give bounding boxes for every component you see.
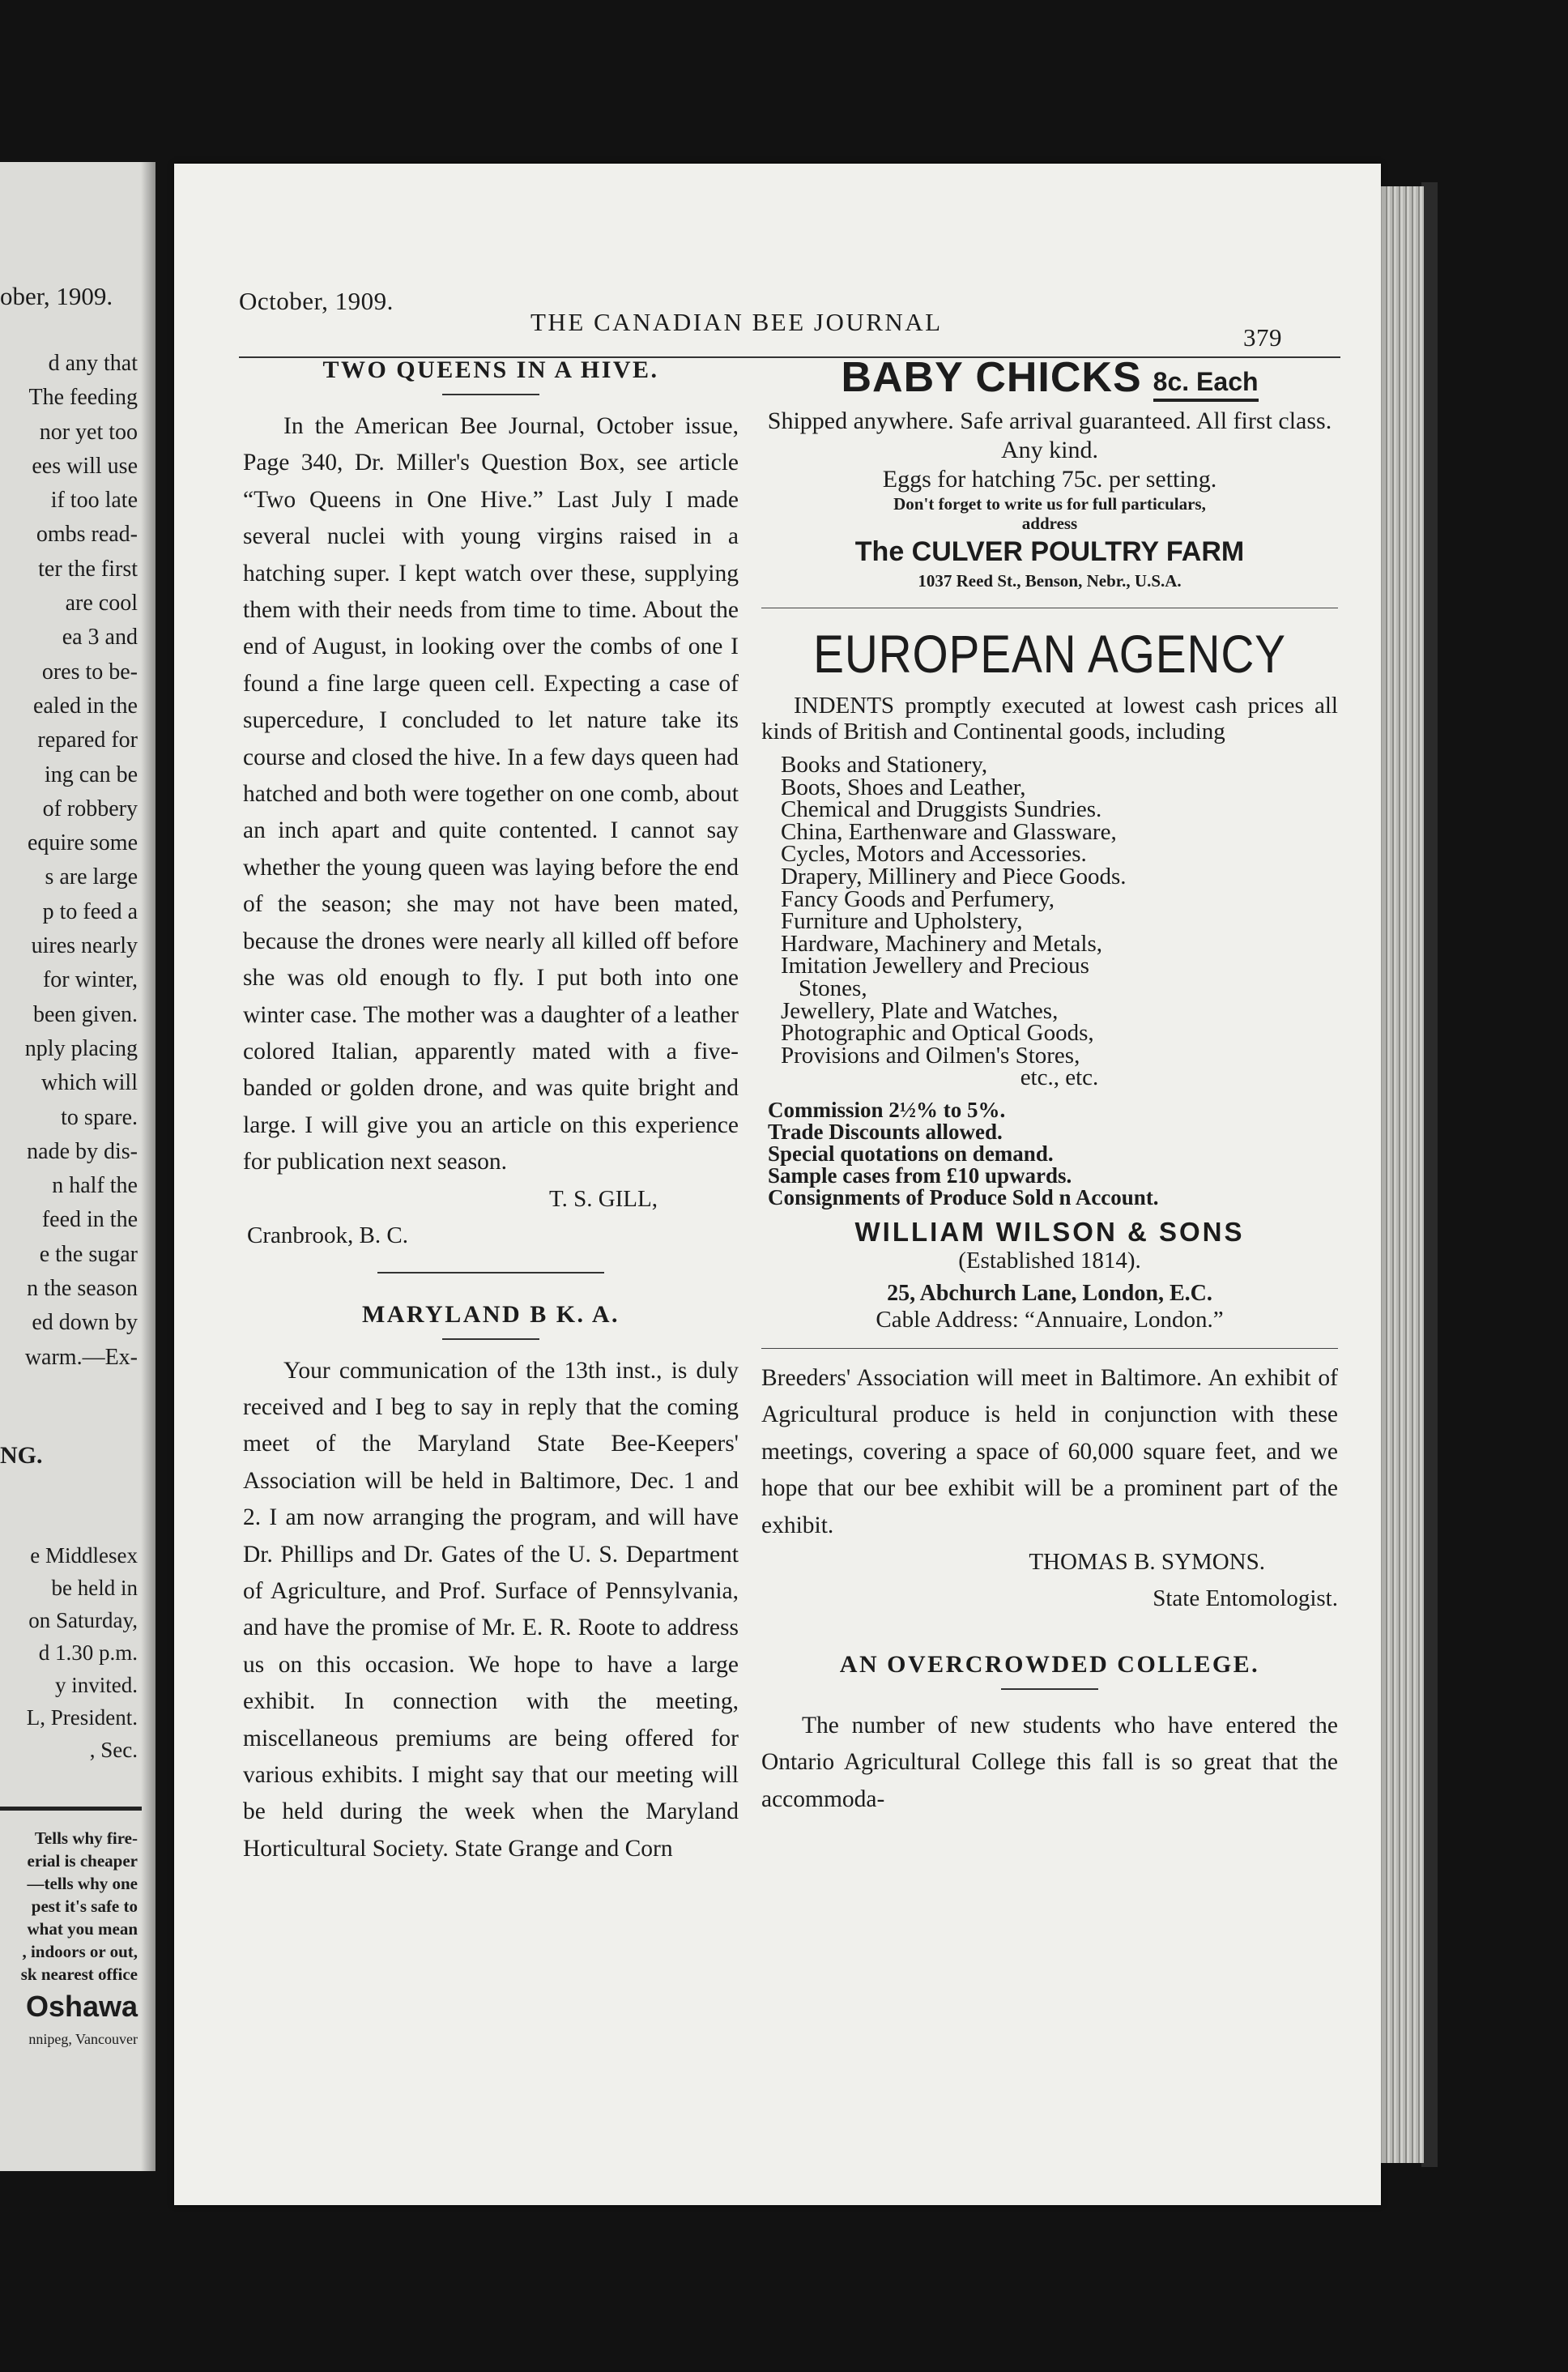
article-body-two-queens: In the American Bee Journal, October issue, Page 340, Dr. Miller's Question Box, see article “Two Queens in One Hive.” Last July I made several nuclei with young virgins raised in a hatching super. I kept watch over these, supplying them with their needs from time to time. About the end of August, in looking over the combs of one I found a fine large queen cell. Expecting a case of supercedure, I concluded to let nature take its course and closed the hive. In a few days queen had hatched and both were together on one comb, about an inch apart and quite contented. I cannot say whether the young queen was laying before the end of the season; she may not have been mated, because the drones were nearly all killed off before she was old enough to fly. I put both into one winter case. The mother was a daughter of a leather colored Italian, apparently mated with a five-banded or golden drone, and was quite bright and large. I will give you an article on this experience for publication next season. bbox=[243, 413, 739, 1175]
left-page-text-line: of robbery bbox=[42, 796, 138, 821]
left-page-date: ober, 1909. bbox=[0, 282, 113, 310]
left-page-notice-line: , Sec. bbox=[89, 1738, 138, 1762]
agency-cable-address: Cable Address: “Annuaire, London.” bbox=[876, 1306, 1224, 1333]
right-column bbox=[761, 348, 1338, 1818]
chicks-line-shipping: Shipped anywhere. Safe arrival guaranteed. All first class. Any kind. bbox=[767, 407, 1332, 463]
left-ad-footer: nnipeg, Vancouver bbox=[28, 2031, 138, 2047]
left-page-text-line: which will bbox=[41, 1070, 138, 1096]
chicks-line-eggs: Eggs for hatching 75c. per setting. bbox=[882, 466, 1217, 493]
left-ad-line: what you mean bbox=[27, 1919, 138, 1939]
agency-headline: EUROPEAN AGENCY bbox=[813, 624, 1286, 684]
left-page-text-line: ores to be- bbox=[41, 659, 138, 685]
chicks-farm-address: 1037 Reed St., Benson, Nebr., U.S.A. bbox=[918, 571, 1182, 591]
left-facing-page bbox=[0, 162, 156, 2171]
left-ad-rule bbox=[0, 1807, 142, 1811]
left-ad-line: pest it's safe to bbox=[31, 1896, 138, 1916]
left-page-text-line: nade by dis- bbox=[27, 1138, 138, 1164]
left-column bbox=[243, 356, 739, 1867]
agency-goods-item: Boots, Shoes and Leather, bbox=[781, 774, 1026, 800]
left-page-text-line: e the sugar bbox=[39, 1241, 138, 1267]
title-rule bbox=[442, 394, 539, 395]
article-signature-title: State Entomologist. bbox=[1153, 1585, 1338, 1611]
article-body-maryland: Your communication of the 13th inst., is duly received and I beg to say in reply that the coming meet of the Maryland State Bee-Keepers' Association will be held in Baltimore, Dec. 1 and 2. I am now arranging the program, and will have Dr. Phillips and Dr. Gates of the U. S. Department of Agriculture, and Prof. Surface of Pennsylvania, and have the promise of Mr. E. R. Roote to address us on this occasion. We hope to have a large exhibit. In connection with the meeting, miscellaneous premiums are being offered for various exhibits. I might say that our meeting will be held during the week when the Maryland Horticultural Society. State Grange and Corn bbox=[243, 1357, 739, 1862]
left-page-text-line: ea 3 and bbox=[62, 625, 138, 651]
left-page-notice-line: L, President. bbox=[26, 1705, 138, 1730]
left-page-text-line: to spare. bbox=[61, 1104, 138, 1130]
agency-goods-item: Stones, bbox=[799, 975, 867, 1001]
agency-intro: INDENTS promptly executed at lowest cash prices all kinds of British and Continental goods, including bbox=[761, 693, 1338, 744]
left-page-text-line: ed down by bbox=[32, 1310, 138, 1336]
left-page-notice-line: e Middlesex bbox=[30, 1543, 138, 1568]
left-page-advertisement bbox=[0, 1827, 138, 2050]
agency-terms-item: Trade Discounts allowed. bbox=[768, 1119, 1003, 1144]
agency-goods-item: Provisions and Oilmen's Stores, bbox=[781, 1042, 1080, 1069]
left-page-notice-line: y invited. bbox=[55, 1673, 138, 1697]
chicks-farm-name: The CULVER POULTRY FARM bbox=[854, 536, 1245, 567]
article-title-maryland: MARYLAND B K. A. bbox=[361, 1300, 620, 1328]
left-page-text-line: for winter, bbox=[42, 967, 138, 993]
title-rule bbox=[1001, 1688, 1098, 1690]
agency-goods-item: Books and Stationery, bbox=[781, 752, 988, 778]
left-ad-line: Tells why fire- bbox=[34, 1828, 138, 1848]
left-ad-lines bbox=[0, 1827, 138, 1986]
agency-terms-item: Commission 2½% to 5%. bbox=[768, 1097, 1006, 1122]
left-page-text-line: uires nearly bbox=[31, 933, 138, 959]
running-head-date: October, 1909. bbox=[239, 287, 394, 315]
left-page-text-line: n the season bbox=[27, 1276, 138, 1302]
agency-goods-item: Drapery, Millinery and Piece Goods. bbox=[781, 863, 1127, 890]
left-page-text-line: warm.—Ex- bbox=[24, 1344, 138, 1370]
left-ad-line: erial is cheaper bbox=[27, 1851, 138, 1871]
agency-goods-item: Cycles, Motors and Accessories. bbox=[781, 841, 1087, 868]
left-ad-line: —tells why one bbox=[27, 1874, 138, 1893]
book-page-edges bbox=[1377, 186, 1424, 2163]
left-page-text-line: The feeding bbox=[28, 385, 138, 411]
left-page-text-line: n half the bbox=[52, 1173, 138, 1199]
left-page-text-line: are cool bbox=[65, 591, 138, 616]
left-page-text-line: ombs read- bbox=[36, 522, 138, 548]
chicks-headline: BABY CHICKS bbox=[841, 354, 1142, 401]
left-page-text-line: if too late bbox=[50, 488, 138, 514]
agency-address: 25, Abchurch Lane, London, E.C. bbox=[887, 1280, 1212, 1306]
article-location-cranbrook: Cranbrook, B. C. bbox=[247, 1222, 408, 1248]
left-page-text-line: repared for bbox=[37, 727, 138, 753]
agency-terms-list bbox=[768, 1099, 1338, 1209]
article-separator-rule bbox=[377, 1272, 604, 1273]
left-page-text-line: ing can be bbox=[44, 762, 138, 787]
left-page-text bbox=[0, 347, 138, 1375]
left-page-text-line: nor yet too bbox=[39, 419, 138, 445]
agency-firm-name: WILLIAM WILSON & SONS bbox=[854, 1216, 1245, 1247]
agency-goods-item: Hardware, Machinery and Metals, bbox=[781, 930, 1102, 957]
agency-goods-item: Photographic and Optical Goods, bbox=[781, 1020, 1094, 1047]
left-page-text-line: ees will use bbox=[32, 453, 138, 479]
title-rule bbox=[442, 1338, 539, 1340]
page-number: 379 bbox=[1243, 323, 1282, 352]
gutter-shadow bbox=[141, 162, 156, 2171]
agency-terms-item: Sample cases from £10 upwards. bbox=[768, 1163, 1072, 1188]
left-page-text-line: ealed in the bbox=[32, 693, 138, 719]
chicks-line-write: Don't forget to write us for full particulars, address bbox=[893, 494, 1206, 533]
left-ad-line: , indoors or out, bbox=[22, 1942, 138, 1961]
left-ad-brand: Oshawa bbox=[25, 1990, 138, 2023]
book-cover-edge bbox=[1421, 182, 1438, 2167]
agency-goods-item: etc., etc. bbox=[1020, 1064, 1099, 1091]
agency-goods-list bbox=[781, 754, 1338, 1090]
article-title-overcrowded-college: AN OVERCROWDED COLLEGE. bbox=[839, 1650, 1260, 1678]
left-page-notice-line: be held in bbox=[51, 1576, 138, 1600]
ad-bottom-rule bbox=[761, 1348, 1338, 1349]
left-page-notice-line: d 1.30 p.m. bbox=[38, 1640, 138, 1665]
left-page-text-line: feed in the bbox=[41, 1207, 138, 1233]
european-agency-advertisement bbox=[761, 623, 1338, 1333]
agency-terms-item: Special quotations on demand. bbox=[768, 1141, 1054, 1166]
left-ad-line: sk nearest office bbox=[20, 1965, 138, 1984]
agency-established: (Established 1814). bbox=[958, 1247, 1141, 1273]
agency-terms-item: Consignments of Produce Sold n Account. bbox=[768, 1184, 1159, 1209]
agency-goods-item: Imitation Jewellery and Precious bbox=[781, 953, 1089, 979]
left-page-text-line: been given. bbox=[32, 1001, 138, 1027]
left-page-heading: NG. bbox=[0, 1442, 43, 1469]
left-page-notice bbox=[0, 1539, 138, 1766]
article-body-maryland-continued: Breeders' Association will meet in Baltimore. An exhibit of Agricultural produce is held in conjunction with these meetings, covering a space of 60,000 square feet, and we hope that our bee exhibit will be a prominent part of the exhibit. bbox=[761, 1364, 1338, 1538]
chicks-price: 8c. Each bbox=[1153, 367, 1259, 402]
left-page-text-line: equire some bbox=[27, 830, 138, 856]
article-signature-gill: T. S. GILL, bbox=[549, 1185, 658, 1212]
agency-goods-item: Jewellery, Plate and Watches, bbox=[781, 997, 1059, 1024]
left-page-text-line: nply placing bbox=[24, 1035, 138, 1061]
article-signature-symons: THOMAS B. SYMONS. bbox=[1029, 1548, 1265, 1575]
article-body-overcrowded-college: The number of new students who have entered the Ontario Agricultural College this fall is so great that the accommoda- bbox=[761, 1712, 1338, 1812]
agency-goods-item: China, Earthenware and Glassware, bbox=[781, 818, 1117, 845]
agency-goods-item: Chemical and Druggists Sundries. bbox=[781, 796, 1102, 823]
agency-goods-item: Fancy Goods and Perfumery, bbox=[781, 885, 1055, 912]
left-page-text-line: p to feed a bbox=[42, 898, 138, 924]
main-page bbox=[174, 164, 1381, 2205]
article-title-two-queens: TWO QUEENS IN A HIVE. bbox=[322, 356, 659, 383]
running-head-journal-title: THE CANADIAN BEE JOURNAL bbox=[530, 308, 943, 336]
left-page-notice-line: on Saturday, bbox=[28, 1608, 138, 1632]
left-page-text-line: d any that bbox=[48, 351, 138, 376]
left-page-text-line: ter the first bbox=[38, 556, 138, 582]
left-page-text-line: s are large bbox=[45, 864, 138, 890]
agency-goods-item: Furniture and Upholstery, bbox=[781, 908, 1023, 935]
chicks-headline-row bbox=[761, 353, 1338, 402]
baby-chicks-advertisement bbox=[761, 353, 1338, 591]
